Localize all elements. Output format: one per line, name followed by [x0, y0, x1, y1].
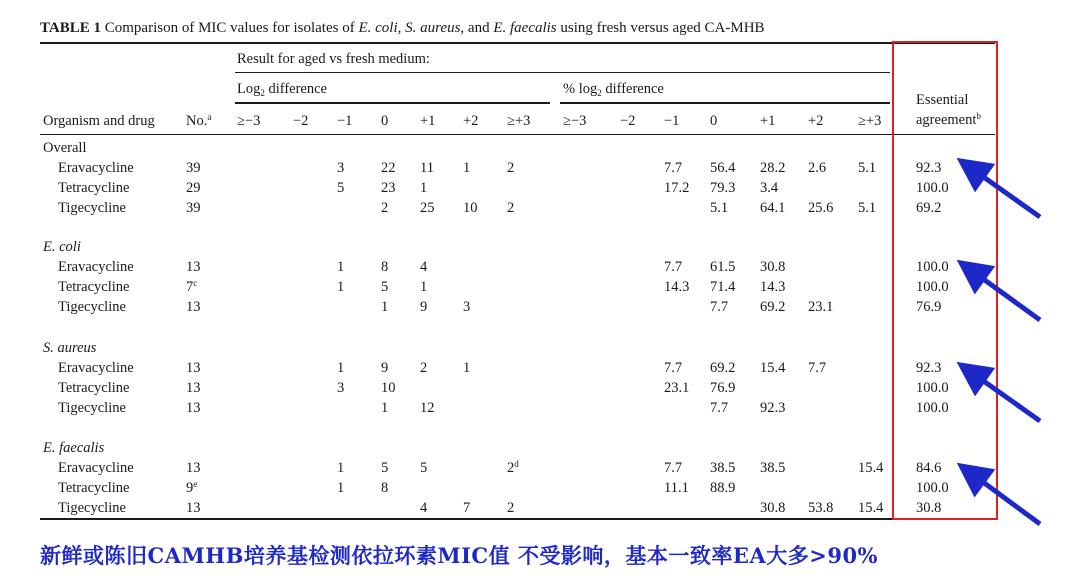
log2-cell: 1	[337, 279, 345, 295]
log2-col-header: 0	[381, 113, 389, 129]
log2-cell: 1	[337, 259, 345, 275]
essential-agreement-cell: 76.9	[916, 299, 942, 315]
arrow-ecoli	[968, 268, 1040, 320]
log2-cell: 5	[381, 460, 389, 476]
isolate-count: 13	[186, 460, 201, 476]
footnote-marker: d	[514, 459, 519, 469]
isolate-count: 13	[186, 259, 201, 275]
no-header: No.$^a$	[186, 112, 212, 129]
pct-cell: 23.1	[808, 299, 834, 315]
log2-cell: 8	[381, 259, 389, 275]
pct-cell: 69.2	[760, 299, 786, 315]
pct-cell: 30.8	[760, 259, 786, 275]
log2-cell: 2	[507, 200, 515, 216]
isolate-count: 39	[186, 160, 201, 176]
pct-cell: 15.4	[760, 360, 786, 376]
arrow-saureus	[968, 370, 1040, 421]
log2-cell: 2	[507, 500, 515, 516]
log2-col-header: ≥−3	[237, 113, 261, 129]
group-label: E. faecalis	[43, 440, 105, 456]
log2-cell: 10	[381, 380, 396, 396]
isolate-count: 9e	[186, 479, 198, 496]
log2-cell: 12	[420, 400, 435, 416]
pct-cell: 56.4	[710, 160, 736, 176]
group-label: S. aureus	[43, 340, 97, 356]
log2-cell: 7	[463, 500, 471, 516]
log2-cell: 1	[463, 360, 471, 376]
pct-cell: 88.9	[710, 480, 736, 496]
log2-cell: 1	[420, 180, 428, 196]
pct-col-header: +2	[808, 113, 824, 129]
pct-cell: 3.4	[760, 180, 779, 196]
result-group-header: Result for aged vs fresh medium:	[237, 51, 430, 67]
essential-agreement-cell: 92.3	[916, 360, 942, 376]
footnote-marker: e	[193, 479, 198, 489]
log2-cell: 9	[420, 299, 428, 315]
pct-cell: 17.2	[664, 180, 690, 196]
pct-cell: 76.9	[710, 380, 736, 396]
isolate-count: 13	[186, 299, 201, 315]
essential-agreement-cell: 84.6	[916, 460, 942, 476]
pct-cell: 7.7	[664, 259, 683, 275]
drug-name: Tetracycline	[58, 180, 130, 196]
drug-name: Eravacycline	[58, 460, 134, 476]
log2-cell: 2$^d$	[507, 459, 519, 476]
essential-agreement-cell: 100.0	[916, 480, 949, 496]
pct-cell: 15.4	[858, 460, 884, 476]
essential-agreement-cell: 69.2	[916, 200, 942, 216]
log2-cell: 3	[337, 160, 345, 176]
log2-cell: 1	[463, 160, 471, 176]
pct-cell: 15.4	[858, 500, 884, 516]
organism-drug-header: Organism and drug	[43, 113, 155, 129]
pct-cell: 69.2	[710, 360, 736, 376]
pct-cell: 23.1	[664, 380, 690, 396]
essential-agreement-cell: 100.0	[916, 380, 949, 396]
pct-cell: 14.3	[760, 279, 786, 295]
pct-cell: 7.7	[664, 460, 683, 476]
essential-agreement-cell: 30.8	[916, 500, 942, 516]
essential-agreement-cell: 92.3	[916, 160, 942, 176]
isolate-count: 39	[186, 200, 201, 216]
log2-col-header: −1	[337, 113, 353, 129]
caption: 新鲜或陈旧CAMHB培养基检测依拉环素MIC值 不受影响，基本一致率EA大多>90%	[40, 543, 879, 568]
essential-agreement-cell: 100.0	[916, 259, 949, 275]
essential-agreement-header-line1: Essential	[916, 92, 969, 108]
log2-cell: 4	[420, 259, 428, 275]
log2-cell: 9	[381, 360, 389, 376]
pct-cell: 11.1	[664, 480, 689, 496]
pct-cell: 2.6	[808, 160, 827, 176]
log2-cell: 1	[420, 279, 428, 295]
pct-cell: 92.3	[760, 400, 786, 416]
pct-cell: 7.7	[710, 400, 729, 416]
isolate-count: 13	[186, 380, 201, 396]
pct-cell: 7.7	[664, 360, 683, 376]
log2-group-header: Log$_2$ difference	[237, 81, 327, 98]
log2-cell: 1	[337, 480, 345, 496]
isolate-count: 29	[186, 180, 201, 196]
log2-col-header: −2	[293, 113, 309, 129]
footnote-marker: c	[193, 278, 198, 288]
isolate-count: 13	[186, 500, 201, 516]
pct-col-header: +1	[760, 113, 776, 129]
log2-cell: 2	[381, 200, 389, 216]
pct-col-header: −2	[620, 113, 636, 129]
pct-cell: 5.1	[858, 200, 877, 216]
isolate-count: 13	[186, 400, 201, 416]
pct-cell: 7.7	[710, 299, 729, 315]
drug-name: Tigecycline	[58, 500, 126, 516]
group-label: E. coli	[43, 239, 81, 255]
pct-cell: 61.5	[710, 259, 736, 275]
table-label: TABLE 1	[40, 20, 101, 36]
pct-group-header: % $\log_2$ difference	[563, 81, 664, 98]
pct-col-header: ≥+3	[858, 113, 882, 129]
isolate-count: 13	[186, 360, 201, 376]
log2-cell: 1	[381, 400, 389, 416]
log2-cell: 1	[381, 299, 389, 315]
log2-cell: 22	[381, 160, 396, 176]
log2-col-header: +2	[463, 113, 479, 129]
pct-cell: 30.8	[760, 500, 786, 516]
pct-cell: 5.1	[710, 200, 729, 216]
log2-col-header: ≥+3	[507, 113, 531, 129]
drug-name: Tetracycline	[58, 380, 130, 396]
log2-cell: 5	[420, 460, 428, 476]
drug-name: Tigecycline	[58, 400, 126, 416]
isolate-count: 7$^c$	[186, 278, 198, 295]
log2-cell: 10	[463, 200, 478, 216]
pct-col-header: 0	[710, 113, 718, 129]
drug-name: Eravacycline	[58, 259, 134, 275]
drug-name: Tigecycline	[58, 200, 126, 216]
arrow-overall	[968, 166, 1040, 217]
drug-name: Tetracycline	[58, 279, 130, 295]
pct-cell: 14.3	[664, 279, 690, 295]
pct-cell: 25.6	[808, 200, 834, 216]
essential-agreement-cell: 100.0	[916, 279, 949, 295]
pct-col-header: ≥−3	[563, 113, 587, 129]
log2-col-header: +1	[420, 113, 436, 129]
log2-cell: 23	[381, 180, 396, 196]
table-title: TABLE 1 Comparison of MIC values for isolates of E. coli, S. aureus, and E. faecalis using fresh versus aged CA-MHB	[40, 20, 765, 36]
drug-name: Eravacycline	[58, 360, 134, 376]
pct-cell: 7.7	[808, 360, 827, 376]
log2-cell: 4	[420, 500, 428, 516]
pct-cell: 53.8	[808, 500, 834, 516]
log2-cell: 25	[420, 200, 435, 216]
log2-cell: 3	[337, 380, 345, 396]
essential-agreement-header-line2: agreement$^b$	[916, 111, 981, 128]
log2-cell: 5	[381, 279, 389, 295]
pct-cell: 38.5	[710, 460, 736, 476]
essential-agreement-cell: 100.0	[916, 400, 949, 416]
log2-cell: 11	[420, 160, 434, 176]
drug-name: Eravacycline	[58, 160, 134, 176]
pct-cell: 7.7	[664, 160, 683, 176]
drug-name: Tigecycline	[58, 299, 126, 315]
log2-cell: 2	[507, 160, 515, 176]
log2-cell: 1	[337, 460, 345, 476]
log2-cell: 3	[463, 299, 471, 315]
pct-col-header: −1	[664, 113, 680, 129]
pct-cell: 28.2	[760, 160, 786, 176]
group-label: Overall	[43, 140, 87, 156]
pct-cell: 38.5	[760, 460, 786, 476]
log2-cell: 8	[381, 480, 389, 496]
drug-name: Tetracycline	[58, 480, 130, 496]
essential-agreement-cell: 100.0	[916, 180, 949, 196]
log2-cell: 5	[337, 180, 345, 196]
pct-cell: 5.1	[858, 160, 877, 176]
pct-cell: 71.4	[710, 279, 736, 295]
log2-cell: 2	[420, 360, 428, 376]
log2-cell: 1	[337, 360, 345, 376]
pct-cell: 64.1	[760, 200, 786, 216]
pct-cell: 79.3	[710, 180, 736, 196]
arrow-efaecalis	[968, 471, 1040, 524]
